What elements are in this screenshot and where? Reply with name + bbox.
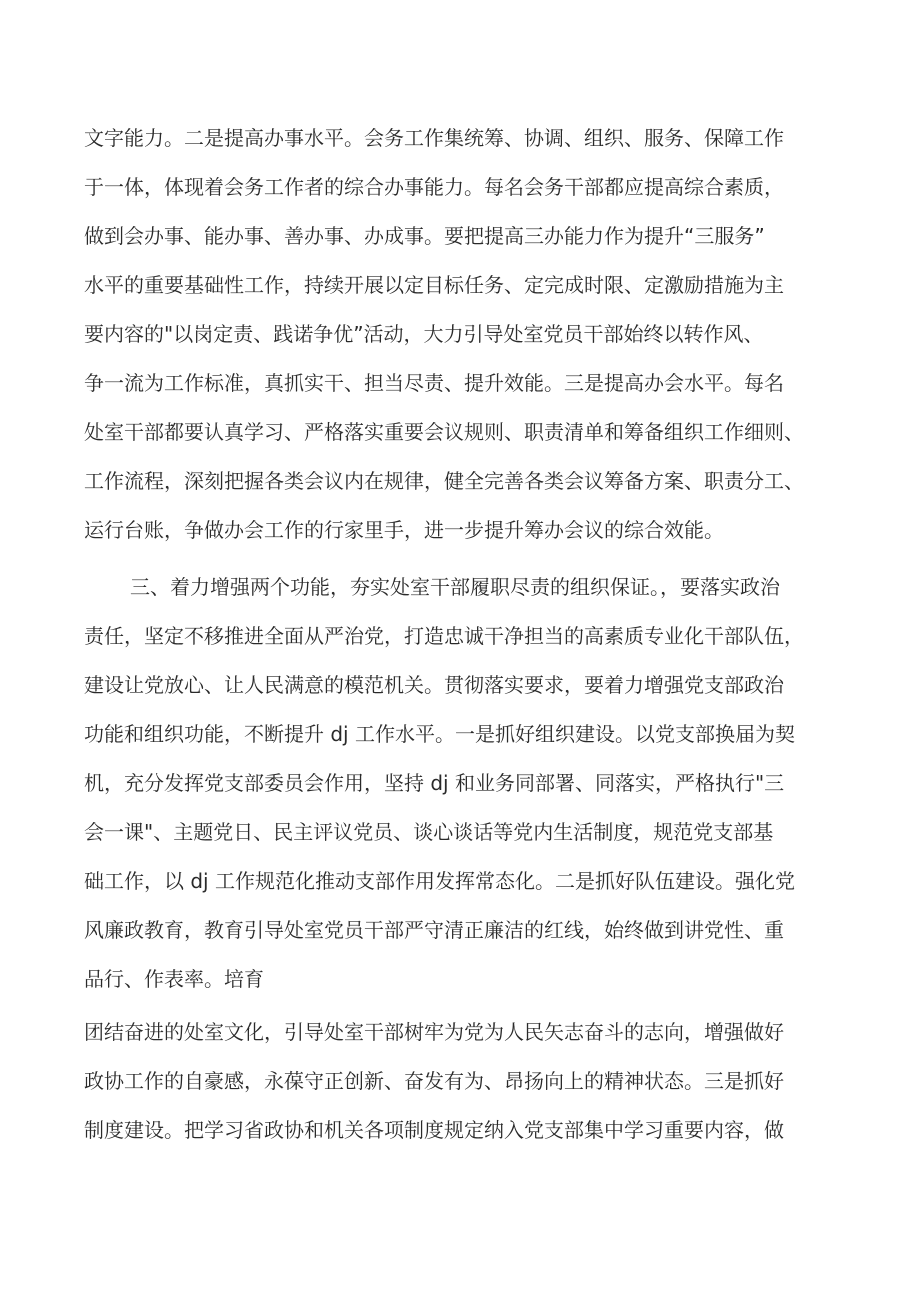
text-line: 文字能力。二是提高办事水平。会务工作集统筹、协调、组织、服务、保障工作 [84, 126, 784, 150]
text-line: 团结奋进的处室文化，引导处室干部树牢为党为人民矢志奋斗的志向，增强做好 [84, 1020, 784, 1044]
text-line: 要内容的"以岗定责、践诺争优”活动，大力引导处室党员干部始终以转作风、 [84, 322, 764, 346]
text-line: 建设让党放心、让人民满意的模范机关。贯彻落实要求，要着力增强党支部政治 [84, 673, 784, 697]
text-line: 功能和组织功能，不断提升 dj 工作水平。一是抓好组织建设。以党支部换届为契 [84, 722, 795, 746]
text-line: 处室干部都要认真学习、严格落实重要会议规则、职责清单和筹备组织工作细则、 [84, 420, 804, 444]
section-heading-line: 三、着力增强两个功能，夯实处室干部履职尽责的组织保证。，要落实政治 [130, 575, 780, 599]
text-line: 制度建设。把学习省政协和机关各项制度规定纳入党支部集中学习重要内容，做 [84, 1118, 784, 1142]
text-line: 风廉政教育，教育引导处室党员干部严守清正廉洁的红线，始终做到讲党性、重 [84, 918, 784, 942]
text-line: 品行、作表率。培育 [84, 967, 264, 991]
text-line: 争一流为工作标准，真抓实干、担当尽责、提升效能。三是提高办会水平。每名 [84, 371, 784, 395]
text-line: 水平的重要基础性工作，持续开展以定目标任务、定完成时限、定激励措施为主 [84, 273, 784, 297]
text-line: 础工作，以 dj 工作规范化推动支部作用发挥常态化。二是抓好队伍建设。强化党 [84, 869, 795, 893]
text-line: 会一课"、主题党日、民主评议党员、谈心谈话等党内生活制度，规范党支部基 [84, 820, 774, 844]
text-line: 做到会办事、能办事、善办事、办成事。要把提高三办能力作为提升“三服务” [84, 224, 765, 248]
text-line: 责任，坚定不移推进全面从严治党，打造忠诚干净担当的高素质专业化干部队伍， [84, 624, 804, 648]
text-line: 政协工作的自豪感，永葆守正创新、奋发有为、昂扬向上的精神状态。三是抓好 [84, 1069, 784, 1093]
text-line: 于一体，体现着会务工作者的综合办事能力。每名会务干部都应提高综合素质， [84, 175, 784, 199]
text-line: 机，充分发挥党支部委员会作用，坚持 dj 和业务同部署、同落实，严格执行"三 [84, 771, 785, 795]
text-line: 运行台账，争做办会工作的行家里手，进一步提升筹办会议的综合效能。 [84, 518, 724, 542]
text-line: 工作流程，深刻把握各类会议内在规律，健全完善各类会议筹备方案、职责分工、 [84, 469, 804, 493]
